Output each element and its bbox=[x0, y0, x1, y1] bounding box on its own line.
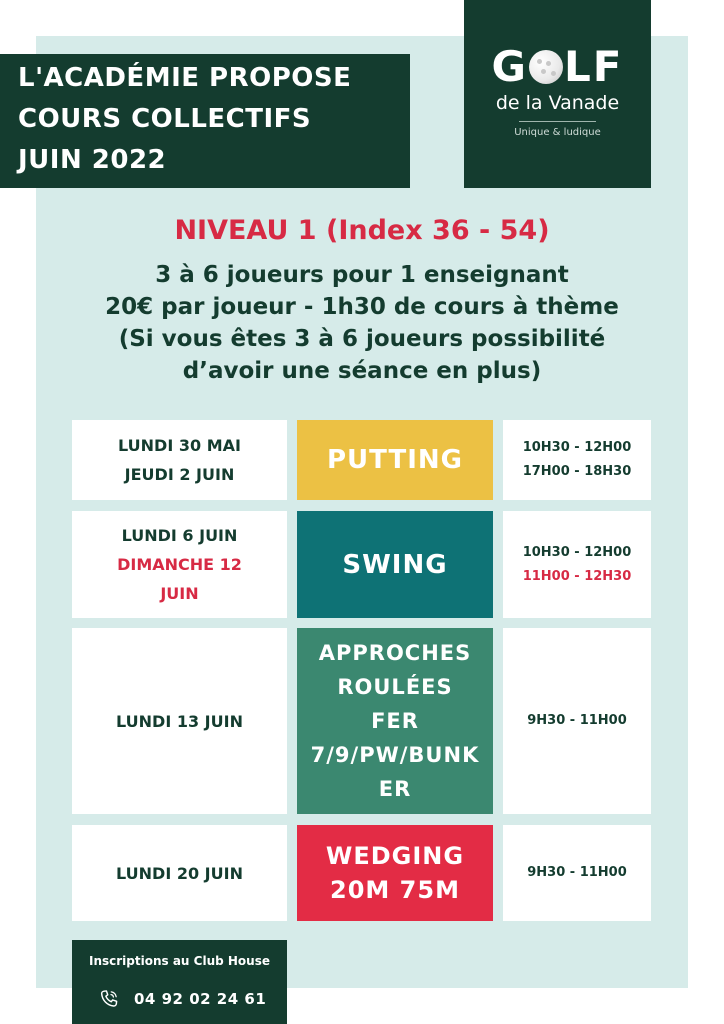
date: DIMANCHE 12 bbox=[117, 555, 242, 574]
theme-label: APPROCHES bbox=[318, 641, 472, 665]
time-slot: 10H30 - 12H00 bbox=[522, 440, 632, 455]
theme-label: ROULÉES bbox=[337, 675, 453, 699]
date: JUIN bbox=[160, 584, 199, 603]
theme-label: ER bbox=[378, 777, 412, 801]
info-line-4: d’avoir une séance en plus) bbox=[182, 358, 542, 384]
info-line-1: 3 à 6 joueurs pour 1 enseignant bbox=[155, 262, 569, 288]
row-1-dates bbox=[72, 420, 287, 500]
logo-letter-g: G bbox=[491, 42, 529, 91]
row-4-theme bbox=[297, 825, 493, 921]
row-1-theme bbox=[297, 420, 493, 500]
level-info bbox=[36, 259, 688, 387]
theme-label: PUTTING bbox=[326, 445, 463, 475]
logo-wordmark bbox=[464, 44, 651, 90]
row-3-times bbox=[503, 628, 651, 814]
title-line-2: COURS COLLECTIFS bbox=[18, 104, 312, 134]
time-slot: 9H30 - 11H00 bbox=[527, 713, 627, 728]
registration-box bbox=[72, 940, 287, 1024]
date: LUNDI 6 JUIN bbox=[121, 526, 238, 545]
title-line-3: JUIN 2022 bbox=[18, 145, 167, 175]
date: LUNDI 30 MAI bbox=[118, 436, 241, 455]
logo-tagline: Unique & ludique bbox=[514, 127, 601, 138]
logo-letters-lf: LF bbox=[564, 42, 624, 91]
phone-icon bbox=[98, 988, 120, 1010]
theme-label: WEDGING bbox=[325, 842, 465, 870]
logo-divider bbox=[519, 121, 596, 122]
title-line-1: L'ACADÉMIE PROPOSE bbox=[18, 63, 352, 93]
golf-logo bbox=[464, 0, 651, 188]
theme-label: 20M 75M bbox=[330, 876, 460, 904]
golf-ball-icon bbox=[529, 50, 563, 84]
row-3-theme bbox=[297, 628, 493, 814]
row-4-times bbox=[503, 825, 651, 921]
phone-row bbox=[98, 988, 266, 1010]
level-title: NIVEAU 1 (Index 36 - 54) bbox=[174, 215, 550, 246]
date: LUNDI 13 JUIN bbox=[116, 711, 243, 731]
row-2-times bbox=[503, 511, 651, 618]
time-slot: 10H30 - 12H00 bbox=[522, 544, 632, 560]
row-2-theme bbox=[297, 511, 493, 618]
info-line-2: 20€ par joueur - 1h30 de cours à thème bbox=[105, 294, 619, 320]
time-slot: 9H30 - 11H00 bbox=[527, 865, 627, 880]
info-line-3: (Si vous êtes 3 à 6 joueurs possibilité bbox=[118, 326, 606, 352]
theme-label: FER bbox=[371, 709, 419, 733]
row-3-dates bbox=[72, 628, 287, 814]
title-banner bbox=[0, 54, 410, 188]
row-1-times bbox=[503, 420, 651, 500]
time-slot: 17H00 - 18H30 bbox=[522, 464, 632, 479]
date: JEUDI 2 JUIN bbox=[124, 465, 235, 484]
logo-subtitle: de la Vanade bbox=[495, 92, 620, 114]
time-slot: 11H00 - 12H30 bbox=[522, 568, 632, 584]
registration-title: Inscriptions au Club House bbox=[88, 954, 270, 968]
row-4-dates bbox=[72, 825, 287, 921]
date: LUNDI 20 JUIN bbox=[116, 863, 243, 883]
theme-label: SWING bbox=[342, 549, 448, 580]
theme-label: 7/9/PW/BUNK bbox=[310, 743, 480, 767]
phone-number[interactable]: 04 92 02 24 61 bbox=[134, 990, 267, 1008]
row-2-dates bbox=[72, 511, 287, 618]
